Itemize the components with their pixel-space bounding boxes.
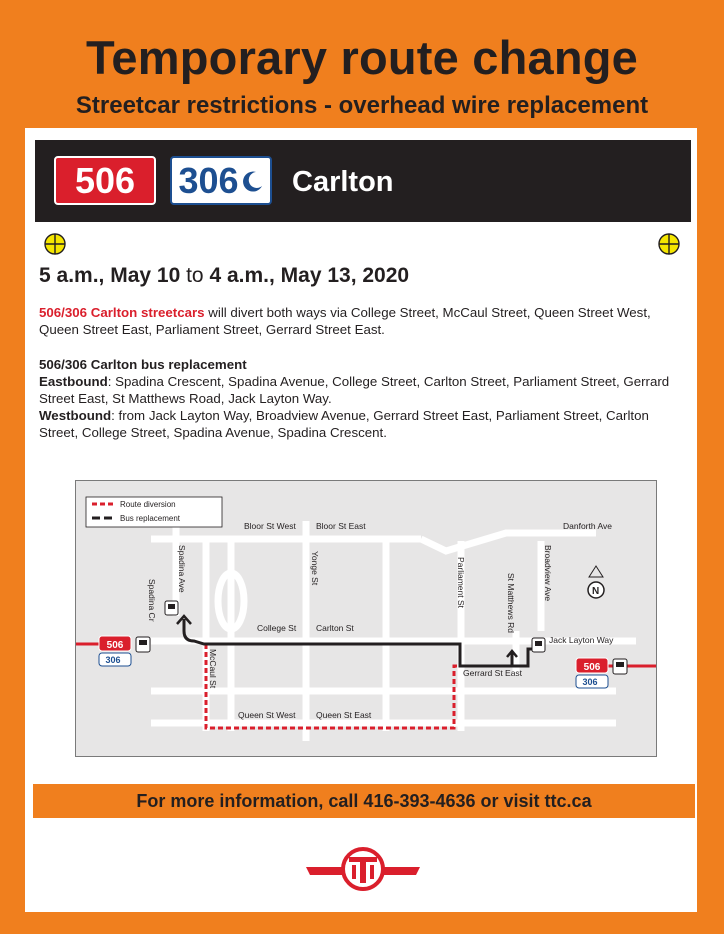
westbound-routing <box>39 407 689 441</box>
map-canvas <box>76 481 656 756</box>
street-label-broadview: Broadview Ave <box>543 545 553 602</box>
info-text: For more information, call 416-393-4636 or visit ttc.ca <box>136 790 592 811</box>
registration-mark-icon <box>43 232 67 256</box>
street-label-parliament: Parliament St <box>456 557 466 609</box>
night-route-number: 306 <box>178 159 239 201</box>
street-label-spadina-cr: Spadina Cr <box>147 579 157 622</box>
street-label-queen-east: Queen St East <box>316 710 372 720</box>
map-badge-306-west-text: 306 <box>105 655 121 665</box>
page-title: Temporary route change <box>86 31 638 84</box>
diversion-map <box>75 480 657 757</box>
street-label-yonge: Yonge St <box>310 551 320 586</box>
date-end: 4 a.m., May 13, 2020 <box>209 264 410 287</box>
bus-replacement-heading: 506/306 Carlton bus replacement <box>39 357 247 372</box>
street-label-carlton: Carlton St <box>316 623 354 633</box>
map-badge-506-west-text: 506 <box>106 640 124 651</box>
street-label-queen-west: Queen St West <box>238 710 296 720</box>
route-bar <box>35 140 691 222</box>
diversion-paragraph <box>39 304 689 338</box>
legend-bus-label: Bus replacement <box>120 514 181 523</box>
diversion-lead: 506/306 Carlton streetcars <box>39 305 205 320</box>
moon-icon <box>242 170 264 192</box>
info-bar <box>33 784 695 818</box>
diversion-text: will divert both ways via College Street, McCaul Street, Queen Street West, Queen Street East, Parliament Street, Gerrard Street East. <box>39 305 651 337</box>
route-badge-506 <box>54 156 156 205</box>
street-label-bloor-west: Bloor St West <box>244 521 296 531</box>
map-legend <box>86 497 222 527</box>
north-label: N <box>592 586 600 597</box>
route-number: 506 <box>74 159 136 201</box>
date-connector: to <box>186 264 204 287</box>
street-label-jack-layton: Jack Layton Way <box>549 635 614 645</box>
registration-mark-icon <box>657 232 681 256</box>
route-badge-306 <box>170 156 272 205</box>
map-badge-306-east-text: 306 <box>582 677 598 687</box>
street-label-danforth: Danforth Ave <box>563 521 612 531</box>
bus-replacement-paragraph <box>39 356 689 441</box>
street-label-st-matthews: St Matthews Rd <box>506 573 516 633</box>
ttc-logo <box>306 845 420 891</box>
street-label-spadina-ave: Spadina Ave <box>177 545 187 593</box>
route-name: Carlton <box>292 166 394 198</box>
date-range <box>39 264 409 288</box>
date-start: 5 a.m., May 10 <box>39 264 181 287</box>
westbound-label: Westbound <box>39 408 112 423</box>
north-arrow-icon <box>588 566 604 598</box>
westbound-text: : from Jack Layton Way, Broadview Avenue, Gerrard Street East, Parliament Street, Carlton Street, College Street, Spadina Avenue, Spadina Crescent. <box>39 408 649 440</box>
page-subtitle: Streetcar restrictions - overhead wire replacement <box>75 92 649 119</box>
eastbound-text: : Spadina Crescent, Spadina Avenue, College Street, Carlton Street, Parliament Street, Gerrard Street East, St Matthews Road, Jack Layton Way. <box>39 374 670 406</box>
notice-panel <box>25 128 697 912</box>
street-label-mccaul: McCaul St <box>208 649 218 689</box>
street-network <box>151 521 636 741</box>
street-label-gerrard-east: Gerrard St East <box>463 668 523 678</box>
eastbound-label: Eastbound <box>39 374 108 389</box>
map-badge-506-east-text: 506 <box>583 662 601 673</box>
street-label-bloor-east: Bloor St East <box>316 521 366 531</box>
street-label-college: College St <box>257 623 297 633</box>
eastbound-routing <box>39 373 689 407</box>
legend-diversion-label: Route diversion <box>120 500 176 509</box>
